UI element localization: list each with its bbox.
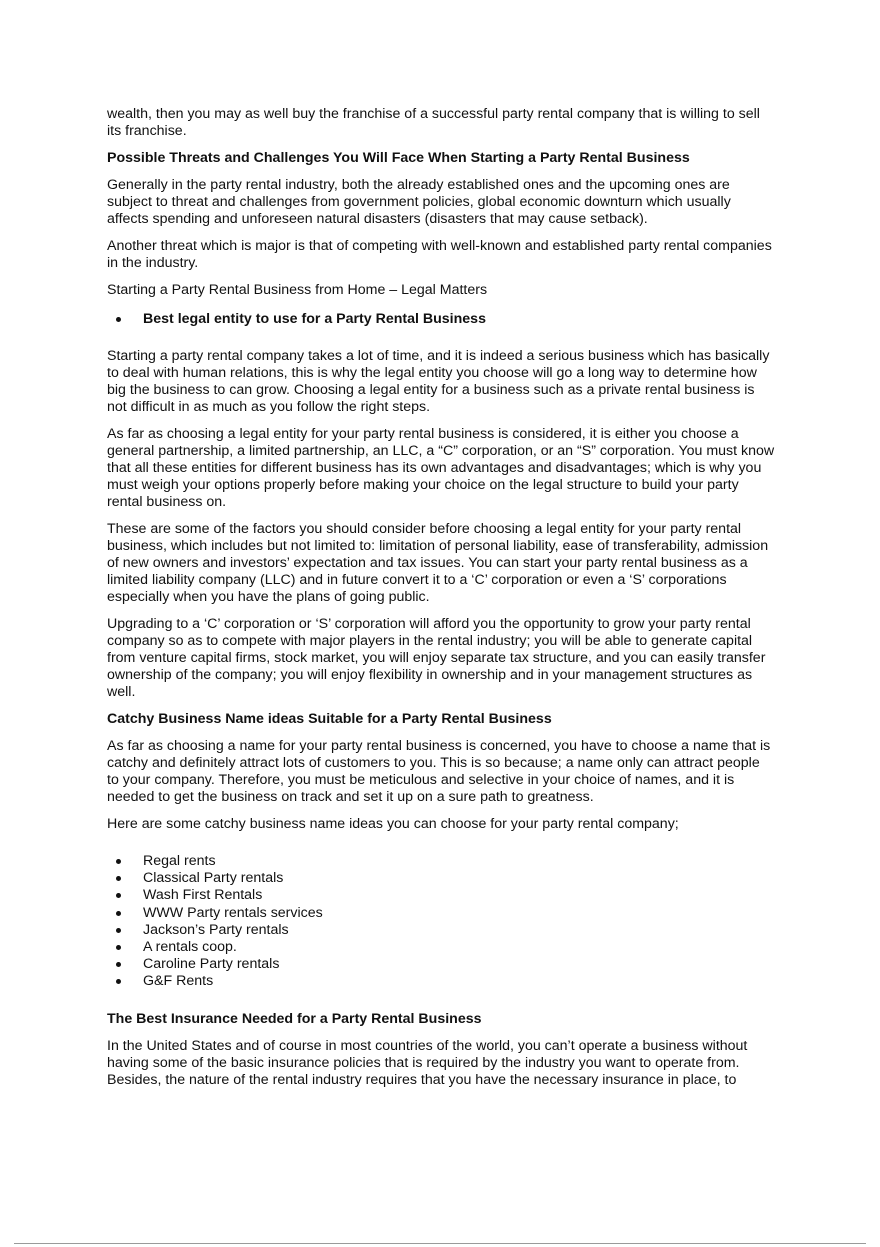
legal-entity-bullet (107, 311, 775, 328)
names-paragraph-2: Here are some catchy business name ideas you can choose for your party rental company; (107, 816, 679, 832)
bullet-dot-icon (116, 893, 121, 898)
list-item: WWW Party rentals services (107, 905, 775, 922)
bullet-dot-icon (116, 317, 121, 322)
heading-threats: Possible Threats and Challenges You Will Face When Starting a Party Rental Business (107, 150, 690, 166)
list-item: Jackson’s Party rentals (107, 922, 775, 939)
bullet-dot-icon (116, 876, 121, 881)
footer-divider (14, 1243, 866, 1244)
threats-paragraph-1: Generally in the party rental industry, both the already established ones and the upcoming ones are subject to threat and challenges from government policies, global economic downturn which usually affects spending and unforeseen natural disasters (disasters that may cause setback). (107, 177, 731, 227)
legal-paragraph-3: These are some of the factors you should consider before choosing a legal entity for your party rental business, which includes but not limited to: limitation of personal liability, ease of transferability, admission of new owners and investors’ expectation and tax issues. You can start your party rental business as a limited liability company (LLC) and in future convert it to a ‘C’ corporation or even a ‘S’ corporations especially when you have the plans of going public. (107, 521, 769, 605)
bullet-dot-icon (116, 945, 121, 950)
bullet-dot-icon (116, 979, 121, 984)
threats-paragraph-2: Another threat which is major is that of competing with well-known and established party rental companies in the industry. (107, 238, 772, 271)
insurance-paragraph-1: In the United States and of course in most countries of the world, you can’t operate a business without having some of the basic insurance policies that is required by the industry you want to operate from. Besides, the nature of the rental industry requires that you have the necessary insurance in place, to (107, 1037, 748, 1088)
names-paragraph-1: As far as choosing a name for your party rental business is concerned, you have to choose a name that is catchy and definitely attract lots of customers to you. This is so because; a name only can attract people to your company. Therefore, you must be meticulous and selective in your choice of names, and it is needed to get the business on track and set it up on a sure path to greatness. (107, 738, 771, 805)
list-item: Classical Party rentals (107, 870, 775, 887)
legal-entity-heading: Best legal entity to use for a Party Rental Business (143, 311, 486, 327)
list-item: Regal rents (107, 853, 775, 870)
list-item: Wash First Rentals (107, 887, 775, 904)
list-item: A rentals coop. (107, 939, 775, 956)
legal-matters-line: Starting a Party Rental Business from Home – Legal Matters (107, 282, 488, 298)
legal-entity-bullet-list (107, 311, 775, 328)
legal-paragraph-4: Upgrading to a ‘C’ corporation or ‘S’ corporation will afford you the opportunity to grow your party rental company so as to compete with major players in the rental industry; you will be able to generate capital from venture capital firms, stock market, you will enjoy separate tax structure, and you can easily transfer ownership of the company; you will enjoy flexibility in ownership and in your management structures as well. (107, 616, 766, 700)
list-item: G&F Rents (107, 973, 775, 990)
document-page (107, 106, 775, 1099)
heading-names: Catchy Business Name ideas Suitable for a Party Rental Business (107, 711, 552, 727)
bullet-dot-icon (116, 911, 121, 916)
intro-paragraph: wealth, then you may as well buy the franchise of a successful party rental company that is willing to sell its franchise. (107, 106, 760, 139)
heading-insurance: The Best Insurance Needed for a Party Rental Business (107, 1010, 482, 1027)
bullet-dot-icon (116, 859, 121, 864)
business-names-list (107, 853, 775, 991)
list-item: Caroline Party rentals (107, 956, 775, 973)
legal-paragraph-1: Starting a party rental company takes a lot of time, and it is indeed a serious business which has basically to deal with human relations, this is why the legal entity you choose will go a long way to determine how big the business to can grow. Choosing a legal entity for a business such as a private rental business is not difficult in as much as you follow the right steps. (107, 348, 770, 415)
bullet-dot-icon (116, 962, 121, 967)
bullet-dot-icon (116, 928, 121, 933)
legal-paragraph-2: As far as choosing a legal entity for your party rental business is considered, it is either you choose a general partnership, a limited partnership, an LLC, a “C” corporation, or an “S” corporation. You must know that all these entities for different business has its own advantages and disadvantages; which is why you must weigh your options properly before making your choice on the legal structure to build your party rental business on. (107, 426, 775, 510)
